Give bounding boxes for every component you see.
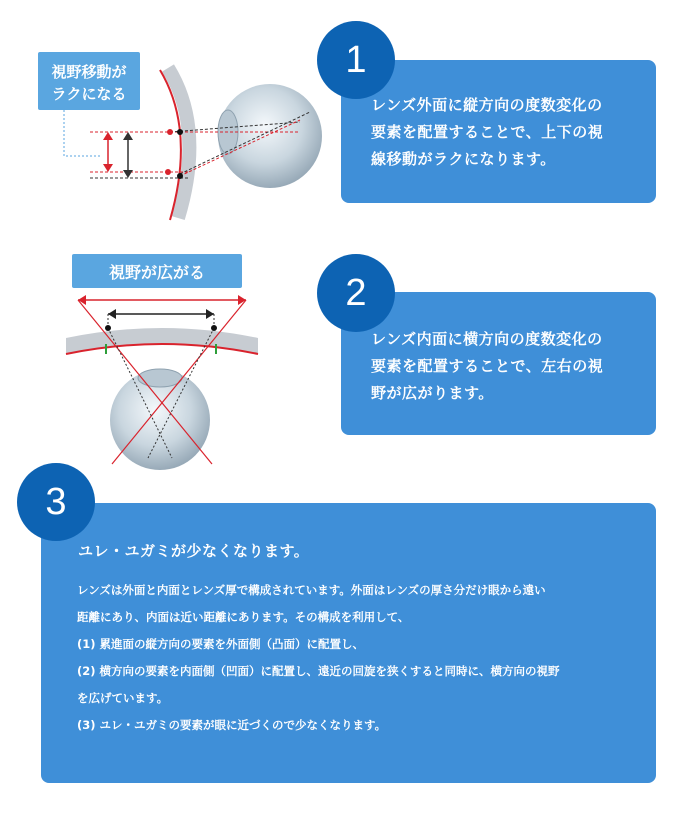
description-1-line2: 要素を配置することで、上下の視 <box>371 123 604 141</box>
description-box-3 <box>41 503 656 783</box>
label-vertical-line1: 視野移動が <box>51 63 127 81</box>
section3-paragraph-5: を広げています。 <box>77 691 169 705</box>
section3-title: ユレ・ユガミが少なくなります。 <box>78 542 310 560</box>
vertical-eye-movement-diagram <box>30 48 325 228</box>
label-horizontal: 視野が広がる <box>108 263 206 282</box>
label-vertical-line2: ラクになる <box>51 85 127 103</box>
lens-band <box>66 328 258 354</box>
step-badge-2: 2 <box>317 254 395 332</box>
step-badge-1: 1 <box>317 21 395 99</box>
leader-line <box>64 110 102 156</box>
section3-paragraph-2: 距離にあり、内面は近い距離にあります。その構成を利用して、 <box>77 610 410 624</box>
horizontal-field-diagram <box>62 248 262 476</box>
step-badge-3: 3 <box>17 463 95 541</box>
description-2-line3: 野が広がります。 <box>371 384 494 402</box>
section3-paragraph-3: (1) 累進面の縦方向の要素を外面側（凸面）に配置し、 <box>77 637 365 651</box>
description-1-line1: レンズ外面に縦方向の度数変化の <box>371 96 603 114</box>
section3-paragraph-6: (3) ユレ・ユガミの要素が眼に近づくので少なくなります。 <box>77 718 387 732</box>
eye-lens-2 <box>138 369 182 387</box>
section3-paragraph-4: (2) 横方向の要素を内面側（凹面）に配置し、遠近の回旋を狭くすると同時に、横方向の視野 <box>77 664 560 678</box>
section3-body <box>77 577 647 739</box>
section3-paragraph-1: レンズは外面と内面とレンズ厚で構成されています。外面はレンズの厚さ分だけ眼から遠い <box>77 583 546 597</box>
description-2-line1: レンズ内面に横方向の度数変化の <box>371 330 603 348</box>
description-1-line3: 線移動がラクになります。 <box>371 150 556 168</box>
description-2-line2: 要素を配置することで、左右の視 <box>371 357 604 375</box>
